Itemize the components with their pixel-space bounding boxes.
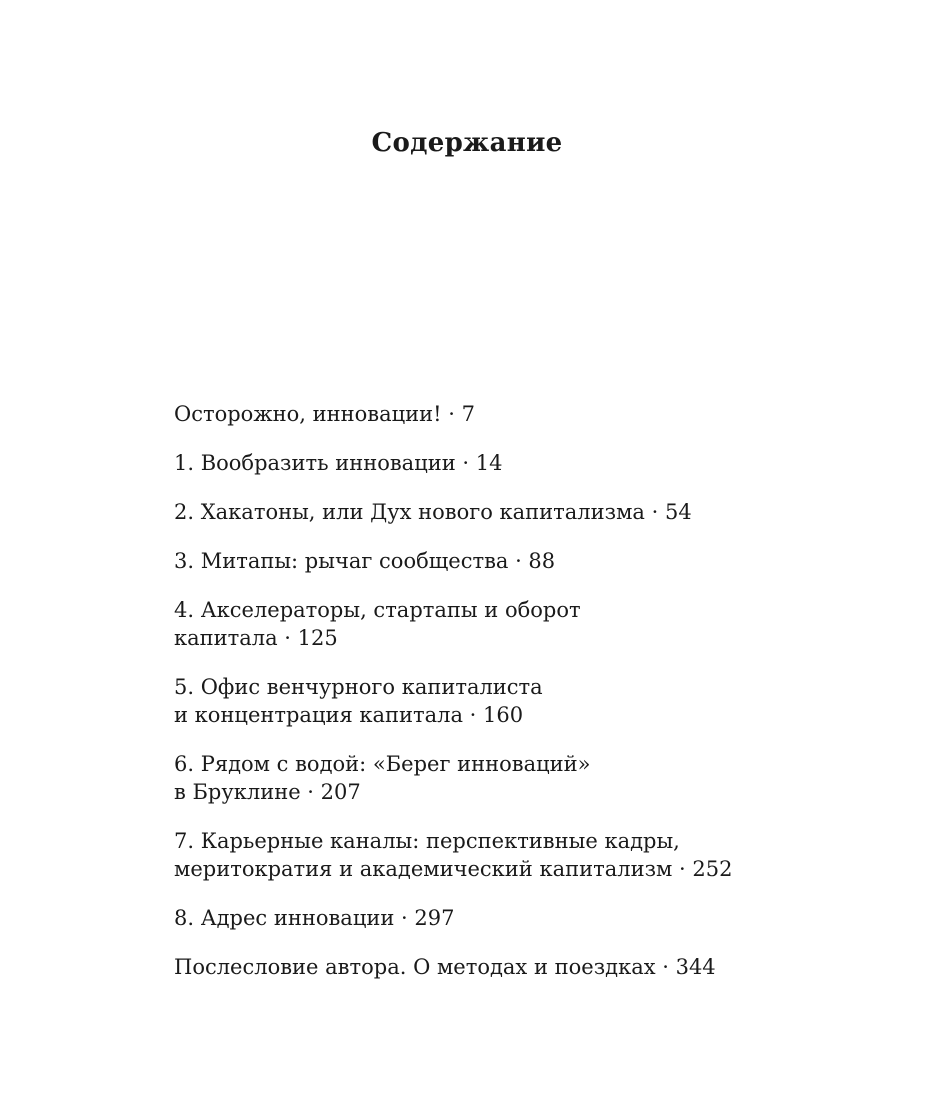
toc-entry-afterword <box>174 953 874 981</box>
toc-entry-line: меритократия и академический капитализм · 252 <box>174 857 733 881</box>
toc-entry-line: 1. Вообразить инновации · 14 <box>174 451 503 475</box>
toc-entry-line: 6. Рядом с водой: «Берег инноваций» <box>174 752 591 776</box>
toc-entry-chapter-3 <box>174 547 874 575</box>
toc-entry-line: 3. Митапы: рычаг сообщества · 88 <box>174 549 556 573</box>
toc-entry-chapter-6 <box>174 750 874 806</box>
toc-entry-chapter-4 <box>174 596 874 652</box>
toc-entry-line: 2. Хакатоны, или Дух нового капитализма · 54 <box>174 500 692 524</box>
toc-entry-line: в Бруклине · 207 <box>174 780 361 804</box>
toc-entry-foreword <box>174 400 874 428</box>
toc-entry-chapter-7 <box>174 827 874 883</box>
toc-entry-chapter-8 <box>174 904 874 932</box>
toc-entry-line: 7. Карьерные каналы: перспективные кадры, <box>174 829 680 853</box>
page-title: Содержание <box>371 128 563 159</box>
toc-entry-line: 5. Офис венчурного капиталиста <box>174 675 543 699</box>
toc-entry-line: и концентрация капитала · 160 <box>174 703 524 727</box>
toc-entry-line: Послесловие автора. О методах и поездках · 344 <box>174 955 716 979</box>
toc-entry-line: 4. Акселераторы, стартапы и оборот <box>174 598 581 622</box>
table-of-contents <box>174 400 874 1002</box>
toc-entry-chapter-1 <box>174 449 874 477</box>
toc-entry-line: 8. Адрес инновации · 297 <box>174 906 455 930</box>
toc-entry-line: Осторожно, инновации! · 7 <box>174 402 475 426</box>
toc-entry-chapter-2 <box>174 498 874 526</box>
toc-entry-chapter-5 <box>174 673 874 729</box>
toc-entry-line: капитала · 125 <box>174 626 338 650</box>
